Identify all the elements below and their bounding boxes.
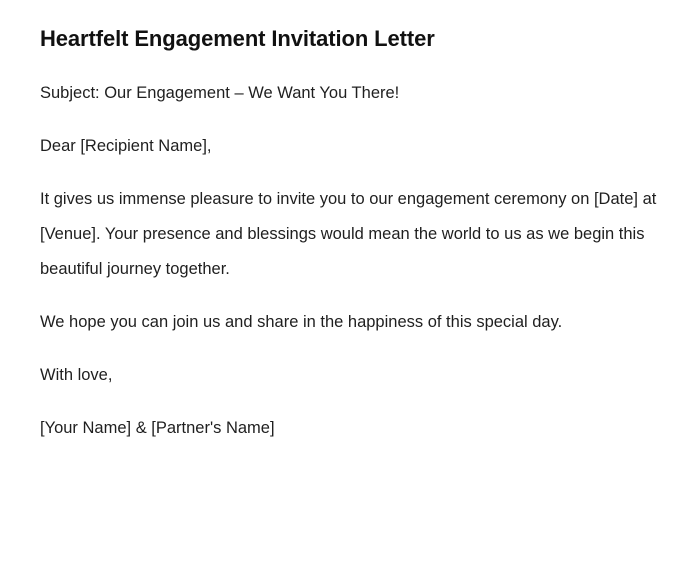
page-title: Heartfelt Engagement Invitation Letter [40, 26, 435, 51]
letter-salutation: Dear [Recipient Name], [40, 137, 212, 155]
letter-body-paragraph-2: We hope you can join us and share in the happiness of this special day. [40, 313, 563, 331]
letter-subject-line: Subject: Our Engagement – We Want You There! [40, 84, 400, 102]
letter-body-paragraph-1: It gives us immense pleasure to invite you to our engagement ceremony on [Date] at [Venue]. Your presence and blessings would mean the world to us as we begin this beautiful journey together. [40, 190, 657, 278]
letter-closing: With love, [40, 366, 113, 384]
letter-signature: [Your Name] & [Partner's Name] [40, 419, 275, 437]
